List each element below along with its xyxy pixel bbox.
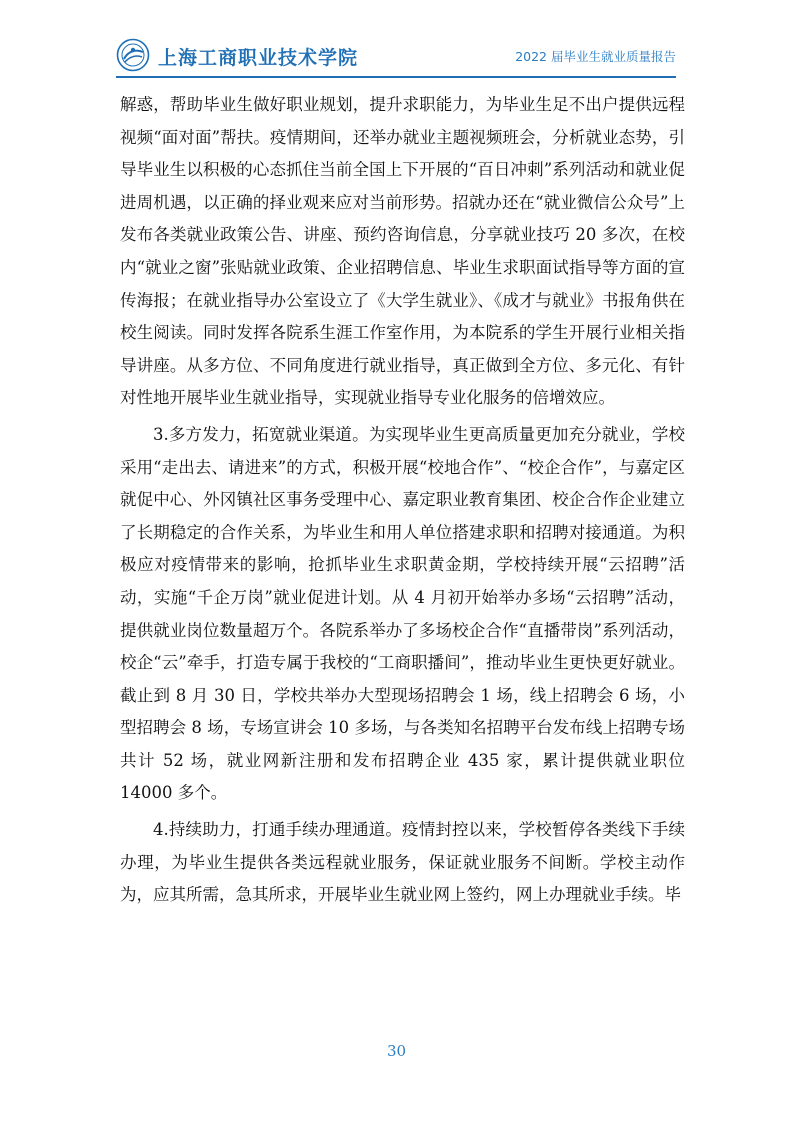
- page-number: 30: [386, 1042, 407, 1060]
- document-body: [120, 89, 685, 916]
- report-title: 2022 届毕业生就业质量报告: [515, 49, 676, 64]
- school-name: 上海工商职业技术学院: [158, 47, 359, 69]
- school-logo-icon: [116, 38, 150, 72]
- paragraph-3: 3.多方发力，拓宽就业渠道。为实现毕业生更高质量更加充分就业，学校采用“走出去、请进来”的方式，积极开展“校地合作”、“校企合作”，与嘉定区就促中心、外冈镇社区事务受理中心、嘉定职业教育集团、校企合作企业建立了长期稳定的合作关系，为毕业生和用人单位搭建求职和招聘对接通道。为积极应对疫情带来的影响，抢抓毕业生求职黄金期，学校持续开展“云招聘”活动，实施“千企万岗”就业促进计划。从 4 月初开始举办多场“云招聘”活动，提供就业岗位数量超万个。各院系举办了多场校企合作“直播带岗”系列活动，校企“云”牵手，打造专属于我校的“工商职播间”，推动毕业生更快更好就业。截止到 8 月 30 日，学校共举办大型现场招聘会 1 场，线上招聘会 6 场，小型招聘会 8 场，专场宣讲会 10 多场，与各类知名招聘平台发布线上招聘专场共计 52 场，就业网新注册和发布招聘企业 435 家，累计提供就业职位 14000 多个。: [120, 424, 685, 803]
- page-header: [116, 38, 676, 74]
- paragraph-continued: 解惑，帮助毕业生做好职业规划，提升求职能力，为毕业生足不出户提供远程视频“面对面”帮扶。疫情期间，还举办就业主题视频班会，分析就业态势，引导毕业生以积极的心态抓住当前全国上下开展的“百日冲刺”系列活动和就业促进周机遇，以正确的择业观来应对当前形势。招就办还在“就业微信公众号”上发布各类就业政策公告、讲座、预约咨询信息，分享就业技巧 20 多次，在校内“就业之窗”张贴就业政策、企业招聘信息、毕业生求职面试指导等方面的宣传海报；在就业指导办公室设立了《大学生就业》、《成才与就业》书报角供在校生阅读。同时发挥各院系生涯工作室作用，为本院系的学生开展行业相关指导讲座。从多方位、不同角度进行就业指导，真正做到全方位、多元化、有针对性地开展毕业生就业指导，实现就业指导专业化服务的倍增效应。: [120, 95, 685, 408]
- paragraph-4: 4.持续助力，打通手续办理通道。疫情封控以来，学校暂停各类线下手续办理，为毕业生提供各类远程就业服务，保证就业服务不间断。学校主动作为，应其所需，急其所求，开展毕业生就业网上签约，网上办理就业手续。毕: [120, 820, 685, 905]
- header-divider: [116, 76, 676, 78]
